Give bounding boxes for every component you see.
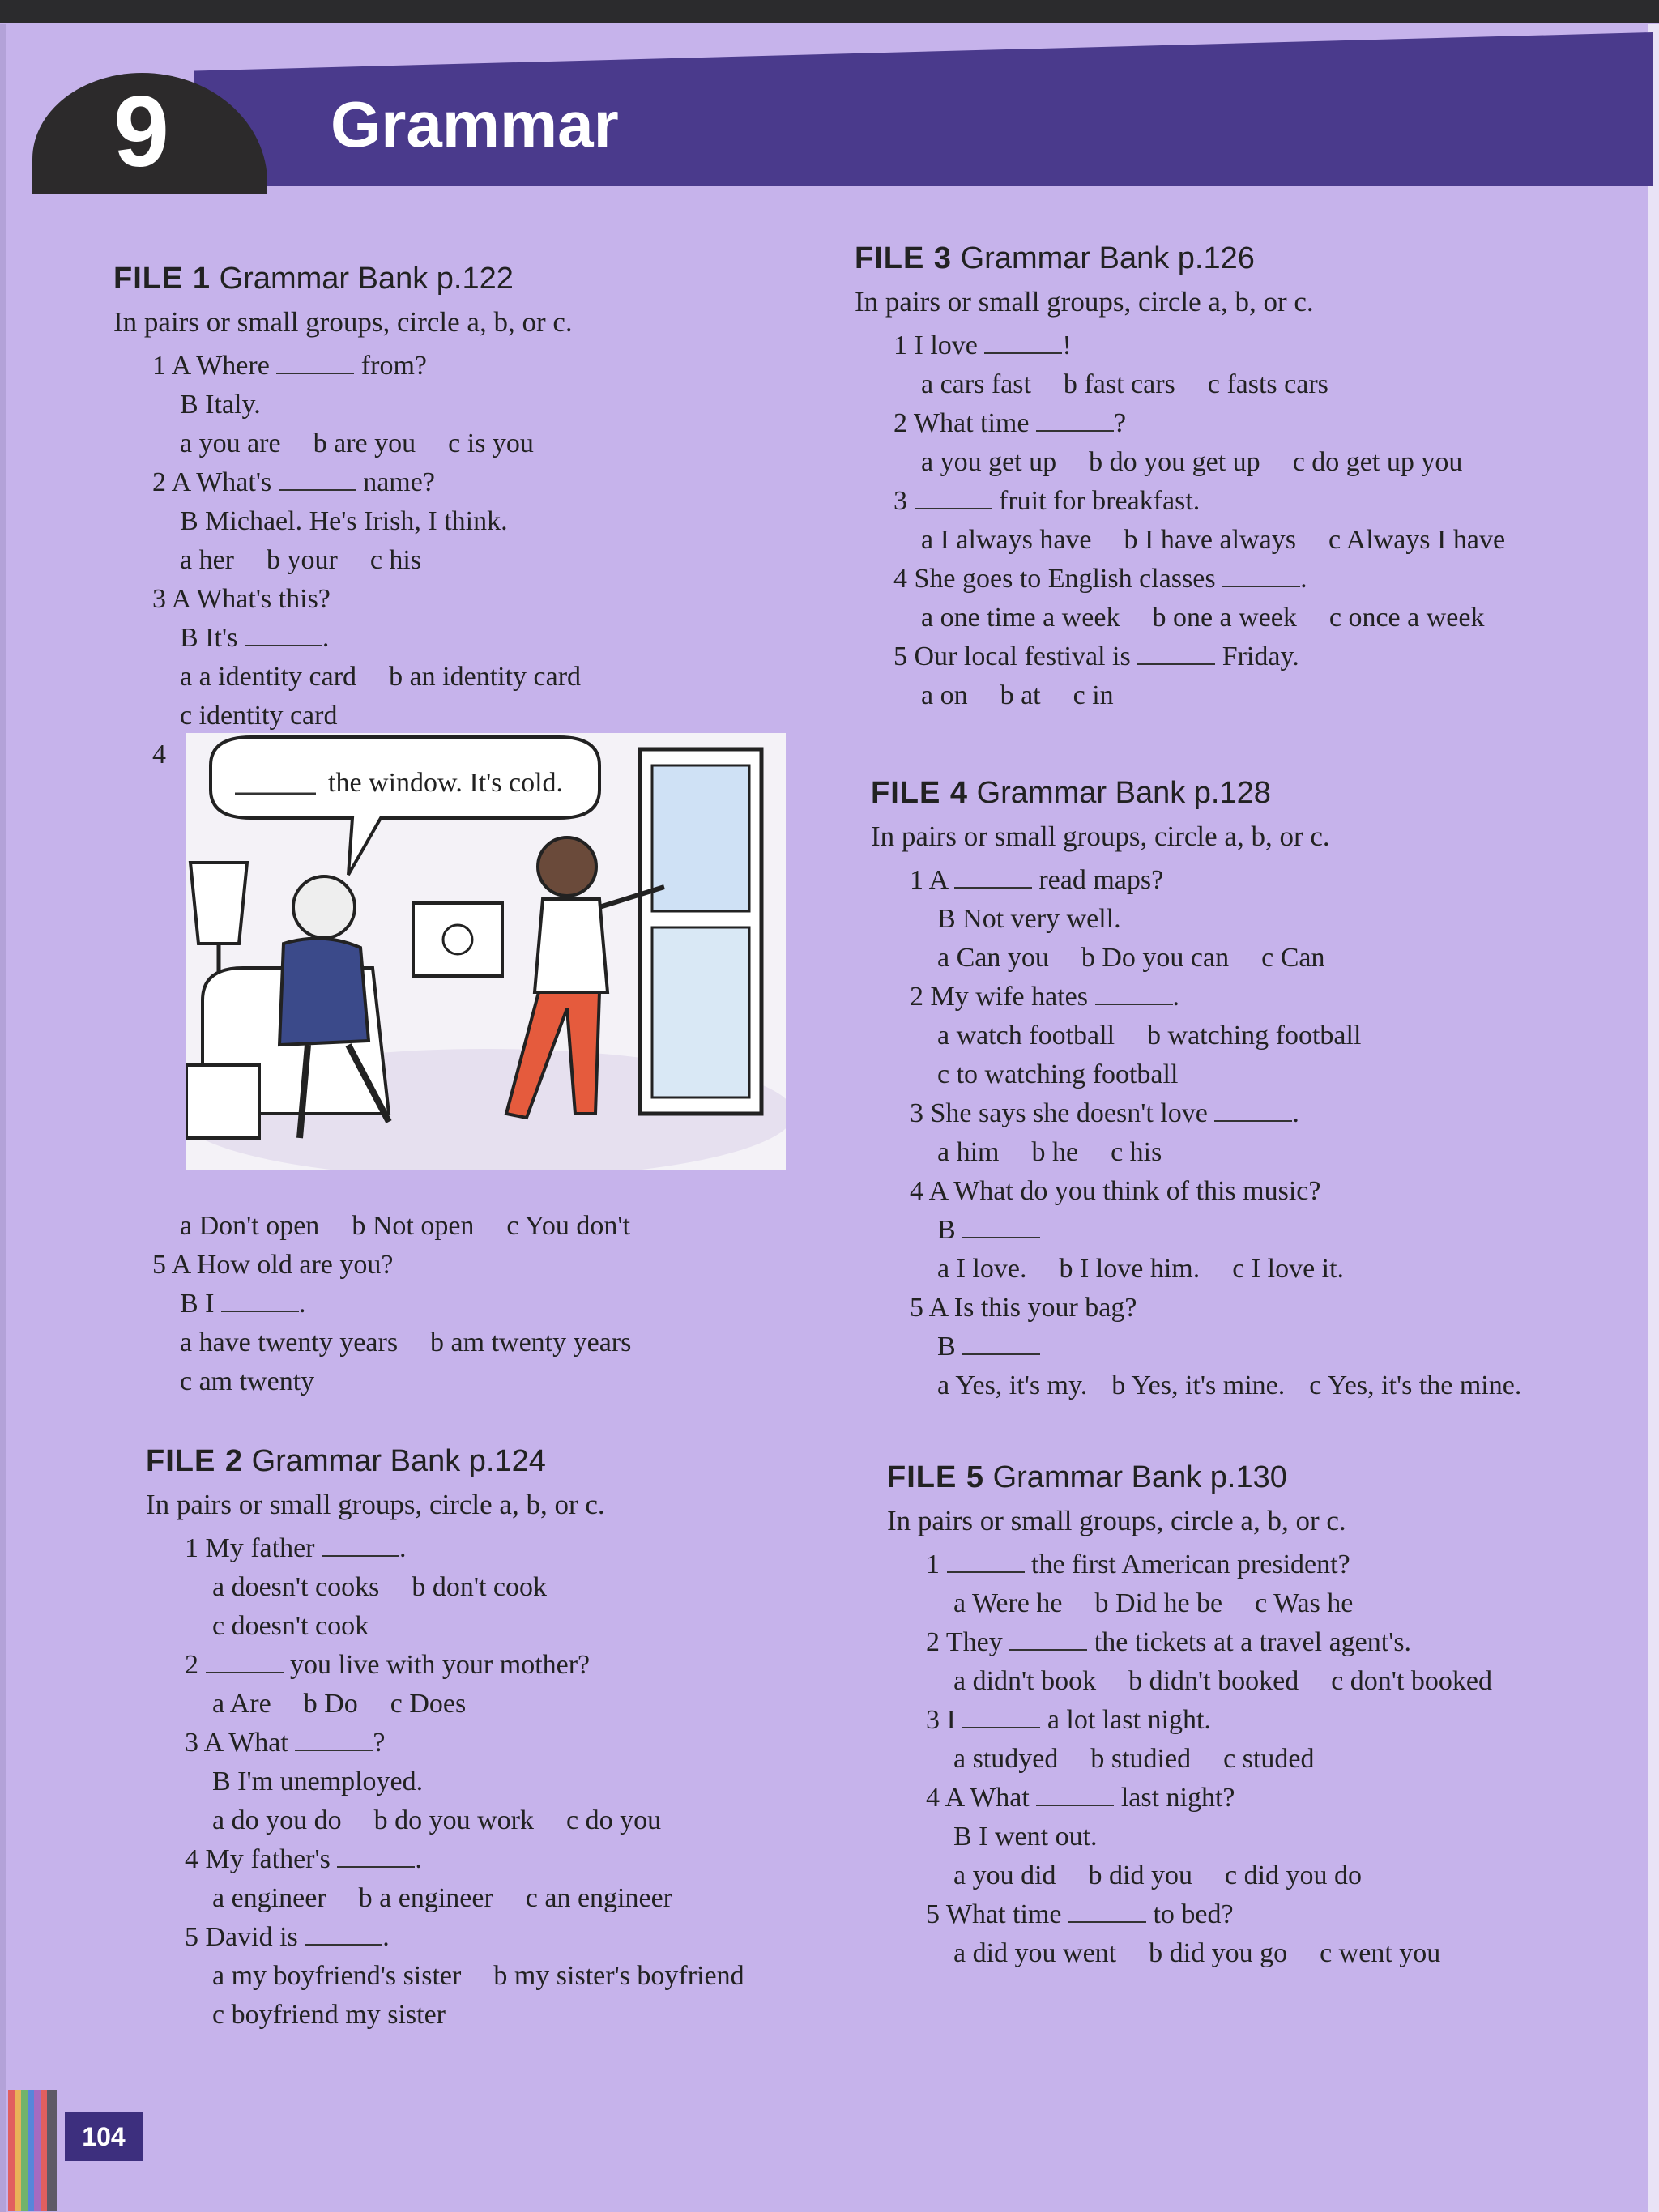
file3-q5: 5 Our local festival is Friday. [893,641,1299,671]
file1-q1: 1 A Where from? [152,351,427,381]
option-c[interactable]: c in [1073,680,1114,710]
file1-section [113,259,778,774]
option-b[interactable]: b I have always [1124,525,1296,555]
file4-q1-options [871,939,1648,978]
option-b[interactable]: b studied [1090,1744,1192,1774]
option-a[interactable]: a Don't open [180,1211,320,1241]
option-c[interactable]: c Yes, it's the mine. [1309,1370,1522,1400]
file4-heading: FILE 4 Grammar Bank p.128 [871,776,1271,810]
file1-q1-b: B Italy. [180,390,261,420]
option-c[interactable]: c I love it. [1232,1254,1345,1284]
option-c[interactable]: c his [369,545,422,575]
option-c[interactable]: c boyfriend my sister [212,2000,446,2030]
file1-q5-options [113,1323,778,1362]
option-b[interactable]: b don't cook [412,1572,547,1602]
option-c[interactable]: c to watching football [937,1059,1179,1089]
option-b[interactable]: b one a week [1152,603,1297,633]
option-a[interactable]: a didn't book [953,1666,1097,1696]
file3-section [855,239,1632,715]
option-a[interactable]: a a identity card [180,662,357,692]
file2-q3: 3 A What ? [185,1728,386,1758]
option-c[interactable]: c Always I have [1328,525,1506,555]
option-c[interactable]: c identity card [180,701,338,731]
option-c[interactable]: c Can [1261,943,1325,973]
file1-q3-options-c [113,697,778,735]
option-a[interactable]: a watch football [937,1021,1115,1051]
option-a[interactable]: a her [180,545,235,575]
file2-q3-b: B I'm unemployed. [212,1767,424,1796]
window-argument-illustration [186,733,786,1170]
option-c[interactable]: c fasts cars [1207,369,1328,399]
file5-q2: 2 They the tickets at a travel agent's. [926,1627,1412,1657]
option-b[interactable]: b Not open [352,1211,475,1241]
file1-instruction: In pairs or small groups, circle a, b, or c. [113,306,573,338]
option-b[interactable]: b a engineer [358,1883,493,1913]
woman-head [293,876,355,938]
file2-q1-options-c [146,1607,810,1646]
option-b[interactable]: b do you work [373,1805,534,1835]
file4-q1: 1 A read maps? [910,865,1164,895]
chapter-number: 9 [113,76,169,188]
option-b[interactable]: b your [267,545,338,575]
file2-instruction: In pairs or small groups, circle a, b, or c. [146,1489,605,1520]
option-c[interactable]: c did you do [1225,1860,1363,1890]
file4-q2: 2 My wife hates . [910,982,1180,1012]
file4-instruction: In pairs or small groups, circle a, b, or c. [871,820,1330,852]
option-c[interactable]: c You don't [506,1211,630,1241]
file3-q4-options [855,599,1632,637]
file5-q4-options [887,1856,1632,1895]
file3-instruction: In pairs or small groups, circle a, b, or c. [855,286,1314,318]
option-c[interactable]: c is you [448,428,534,458]
option-a[interactable]: a Were he [953,1588,1063,1618]
file4-section [871,774,1648,1405]
option-b[interactable]: b am twenty years [430,1328,632,1357]
file4-q4-b: B [871,1211,1648,1250]
file2-q4: 4 My father's . [185,1844,422,1874]
option-c[interactable]: c his [1111,1137,1162,1167]
file1-q3-options [113,658,778,697]
file1-q2-b: B Michael. He's Irish, I think. [180,506,508,536]
file2-section [146,1442,810,2035]
option-b[interactable]: b do you get up [1089,447,1260,477]
file3-q2-options [855,443,1632,482]
option-b[interactable]: b Did he be [1094,1588,1223,1618]
option-a[interactable]: a studyed [953,1744,1059,1774]
option-a[interactable]: a cars fast [921,369,1031,399]
top-dark-edge [0,0,1659,23]
man-head [538,837,596,896]
option-b[interactable]: b Do [303,1689,358,1719]
option-c[interactable]: c doesn't cook [212,1611,369,1641]
option-b[interactable]: b at [1000,680,1041,710]
file1-heading: FILE 1 Grammar Bank p.122 [113,262,514,296]
option-a[interactable]: a doesn't cooks [212,1572,380,1602]
file3-q3: 3 fruit for breakfast. [893,486,1201,516]
file1-q3: 3 A What's this? [152,584,331,614]
file4-q3: 3 She says she doesn't love . [910,1098,1299,1128]
file1-q2: 2 A What's name? [152,467,435,497]
file5-section [887,1458,1632,1973]
file5-q2-options [887,1662,1632,1701]
option-a[interactable]: a Can you [937,943,1049,973]
file5-q1: 1 the first American president? [926,1549,1350,1579]
option-c[interactable]: c studed [1223,1744,1315,1774]
option-a[interactable]: a did you went [953,1938,1117,1968]
man-shirt [535,899,608,992]
option-c[interactable]: c once a week [1328,603,1485,633]
option-a[interactable]: a you did [953,1860,1056,1890]
file2-q1-options [146,1568,810,1607]
option-c[interactable]: c do get up you [1292,447,1463,477]
file2-q4-options [146,1879,810,1918]
option-a[interactable]: a do you do [212,1805,342,1835]
option-c[interactable]: c Was he [1255,1588,1354,1618]
file3-q1-options [855,365,1632,404]
file5-q1-options [887,1584,1632,1623]
file4-q4-options [871,1250,1648,1289]
page-edge-color-stripes [8,2090,57,2211]
file3-q4: 4 She goes to English classes . [893,564,1307,594]
option-b[interactable]: b are you [313,428,416,458]
file5-q3: 3 I a lot last night. [926,1705,1211,1735]
file3-q2: 2 What time ? [893,408,1127,438]
file1-q3-b: B It's . [180,623,330,653]
option-a[interactable]: a on [921,680,968,710]
file2-q2-options [146,1685,810,1724]
option-b[interactable]: b he [1031,1137,1079,1167]
option-b[interactable]: b didn't booked [1128,1666,1299,1696]
option-c[interactable]: c an engineer [525,1883,673,1913]
option-a[interactable]: a I always have [921,525,1092,555]
option-b[interactable]: b Yes, it's mine. [1111,1370,1286,1400]
file2-q5-options [146,1957,810,1996]
file5-q3-options [887,1740,1632,1779]
option-c[interactable]: c am twenty [180,1366,315,1396]
option-b[interactable]: b Do you can [1081,943,1230,973]
option-a[interactable]: a him [937,1137,1000,1167]
woman-cardigan [279,939,369,1045]
file2-q3-options [146,1801,810,1840]
option-c[interactable]: c Does [390,1689,467,1719]
file3-q1: 1 I love ! [893,330,1072,360]
picture-frame [413,903,502,976]
lamp [190,863,247,944]
option-b[interactable]: b watching football [1147,1021,1362,1051]
chapter-title: Grammar [331,88,619,160]
file4-q4: 4 A What do you think of this music? [910,1176,1321,1206]
option-c[interactable]: c went you [1320,1938,1441,1968]
file4-q1-b: B Not very well. [937,904,1121,934]
file4-q5-options [871,1366,1648,1405]
file1-q5: 5 A How old are you? [152,1250,394,1280]
file4-q2-options-c [871,1055,1648,1094]
file2-heading: FILE 2 Grammar Bank p.124 [146,1444,546,1478]
file5-q5: 5 What time to bed? [926,1899,1234,1929]
file5-q5-options [887,1934,1632,1973]
file4-q5: 5 A Is this your bag? [910,1293,1137,1323]
file3-q3-options [855,521,1632,560]
file4-q5-b: B [871,1328,1648,1366]
file2-q2: 2 you live with your mother? [185,1650,591,1680]
option-b[interactable]: b I love him. [1059,1254,1201,1284]
option-c[interactable]: c do you [565,1805,662,1835]
file1-section-cont [113,1207,778,1401]
speech-bubble-text: the window. It's cold. [328,768,564,798]
option-a[interactable]: a have twenty years [180,1328,399,1357]
file1-q5-options-c [113,1362,778,1401]
option-a[interactable]: a engineer [212,1883,326,1913]
file4-q3-options [871,1133,1648,1172]
left-page-edge [0,24,6,2212]
file1-q5-b: B I . [180,1289,306,1319]
file5-instruction: In pairs or small groups, circle a, b, or c. [887,1505,1346,1536]
page-number: 104 [65,2112,143,2161]
option-a[interactable]: a Are [212,1689,271,1719]
file2-q5: 5 David is . [185,1922,390,1952]
option-a[interactable]: a one time a week [921,603,1120,633]
option-b[interactable]: b did you go [1149,1938,1288,1968]
file1-q4-options [113,1207,778,1246]
file1-q2-options [113,541,778,580]
file5-heading: FILE 5 Grammar Bank p.130 [887,1460,1287,1494]
file1-q1-options [113,424,778,463]
file2-q1: 1 My father . [185,1533,407,1563]
option-a[interactable]: a you get up [921,447,1057,477]
option-a[interactable]: a I love. [937,1254,1027,1284]
option-a[interactable]: a Yes, it's my. [937,1370,1088,1400]
right-page-edge [1648,24,1659,2212]
side-table [186,1065,259,1138]
file4-q2-options [871,1016,1648,1055]
option-c[interactable]: c don't booked [1331,1666,1492,1696]
option-b[interactable]: b did you [1088,1860,1192,1890]
option-a[interactable]: a you are [180,428,281,458]
option-b[interactable]: b my sister's boyfriend [493,1961,744,1991]
file3-q5-options [855,676,1632,715]
option-b[interactable]: b an identity card [389,662,582,692]
file1-q4-num: 4 [152,739,166,769]
file3-heading: FILE 3 Grammar Bank p.126 [855,241,1255,275]
option-a[interactable]: a my boyfriend's sister [212,1961,462,1991]
option-b[interactable]: b fast cars [1063,369,1175,399]
file2-q5-options-c [146,1996,810,2035]
file5-q4-b: B I went out. [953,1822,1098,1852]
file5-q4: 4 A What last night? [926,1783,1235,1813]
